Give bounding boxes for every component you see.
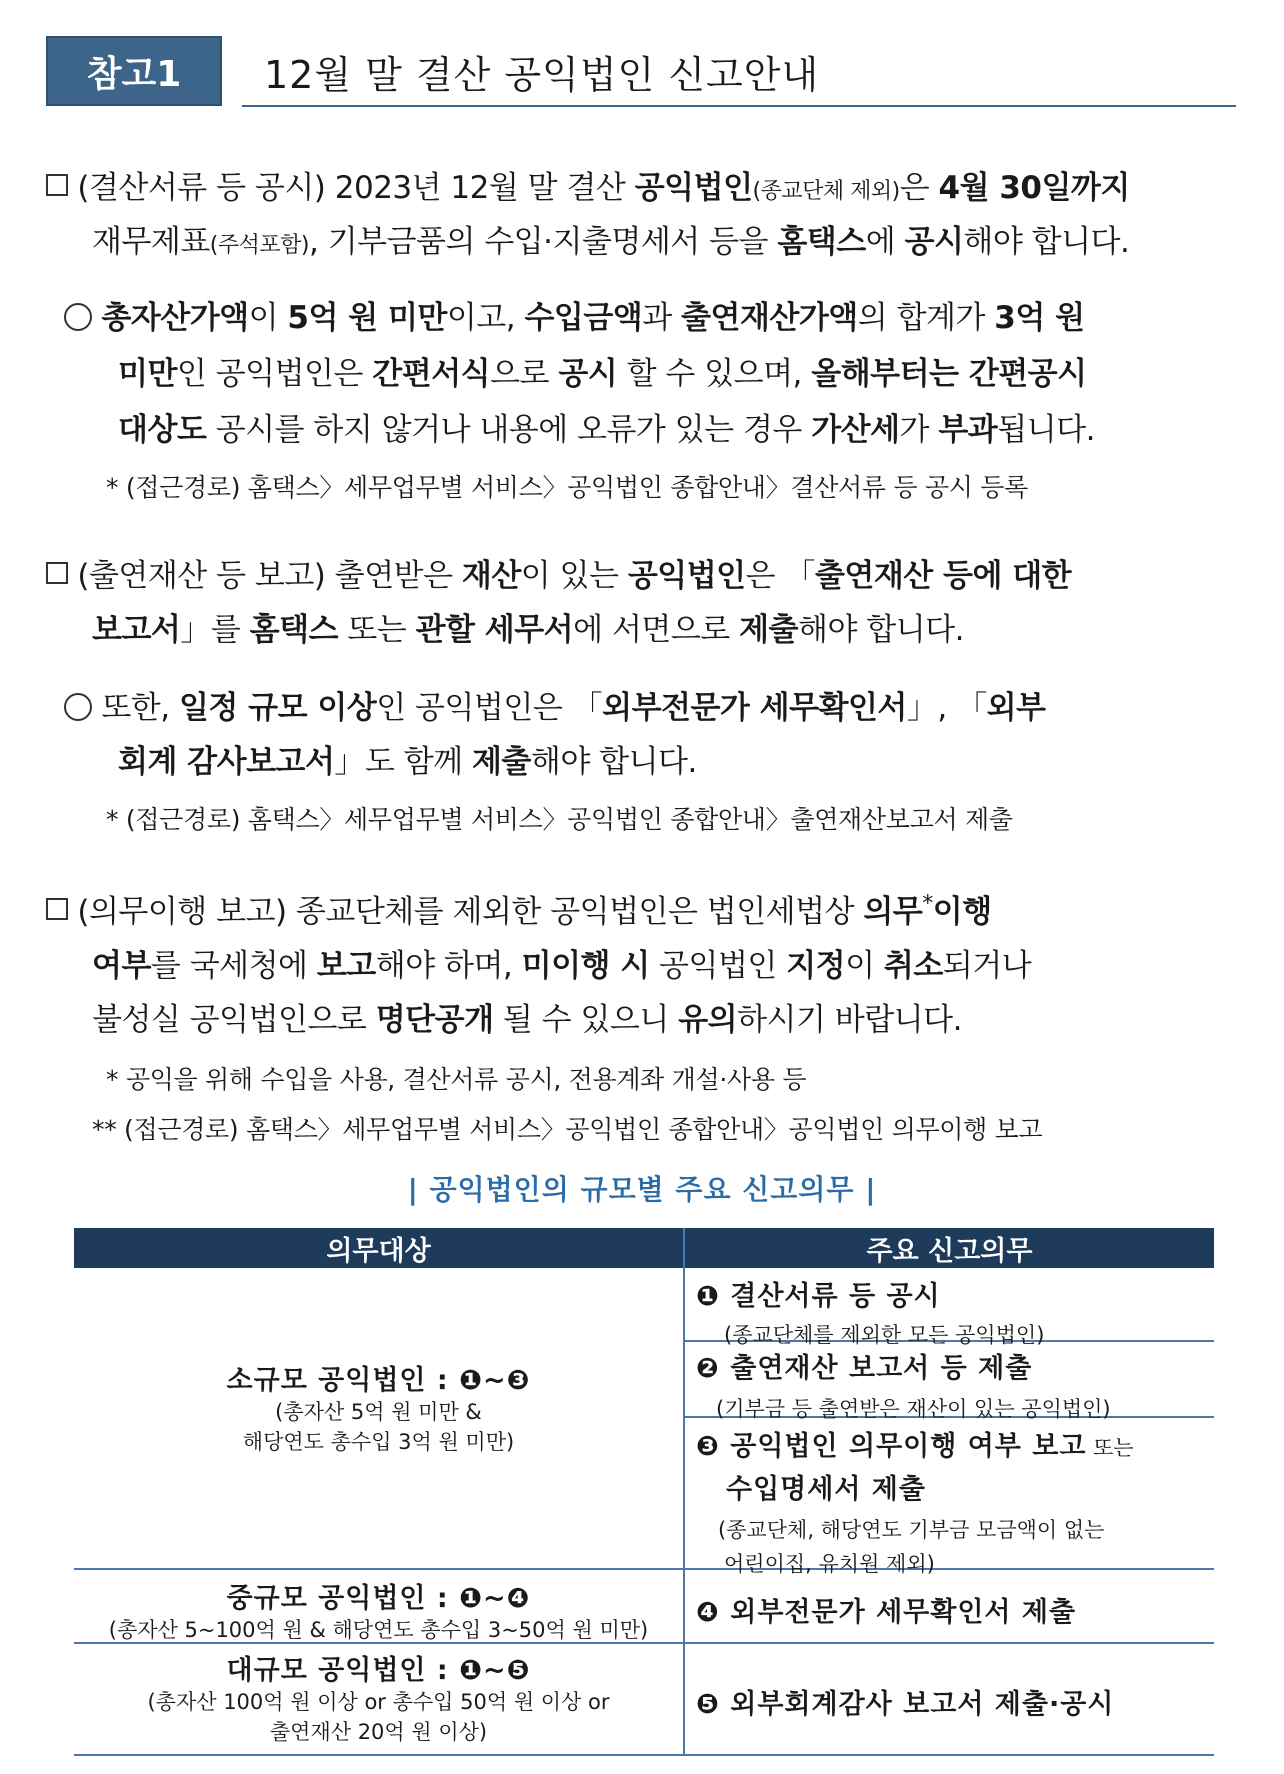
text: 」도 함께 bbox=[334, 744, 472, 780]
small-org-criteria: 해당연도 총수입 3억 원 미만) bbox=[242, 1430, 515, 1454]
medium-org-criteria: (총자산 5~100억 원 & 해당연도 총수입 3~50억 원 미만) bbox=[108, 1618, 649, 1642]
text: 해야 하며, bbox=[375, 948, 522, 984]
text: 과 bbox=[642, 300, 682, 336]
sec1-sub-line3 bbox=[118, 404, 1095, 449]
text: 공시 bbox=[904, 224, 964, 260]
text: 의 합계가 bbox=[857, 300, 995, 336]
large-org-criteria: (총자산 100억 원 이상 or 총수입 50억 원 이상 or bbox=[147, 1690, 610, 1714]
text: 공시 bbox=[558, 356, 618, 392]
text: 에 서면으로 bbox=[573, 612, 740, 648]
text: 또한, bbox=[101, 690, 179, 726]
sec2-line2 bbox=[92, 604, 964, 649]
text: 5억 원 미만 bbox=[287, 300, 447, 336]
text: 를 국세청에 bbox=[150, 948, 317, 984]
sec1-sub-line1 bbox=[64, 292, 1085, 337]
small-org-cell bbox=[74, 1358, 683, 1457]
text: 이 bbox=[845, 948, 884, 984]
text: 됩니다. bbox=[997, 412, 1095, 448]
duty2-title: ❷ 출연재산 보고서 등 제출 bbox=[696, 1353, 1033, 1384]
text: 해야 합니다. bbox=[530, 744, 697, 780]
text: 」, 「 bbox=[906, 690, 987, 726]
sec2-access-path-note: * (접근경로) 홈택스〉세무업무별 서비스〉공익법인 종합안내〉출연재산보고서 제출 bbox=[106, 805, 1013, 834]
checkbox-square-icon bbox=[46, 898, 68, 920]
text: 일정 규모 이상 bbox=[178, 690, 377, 726]
text: 여부 bbox=[92, 948, 151, 984]
text: 으로 bbox=[490, 356, 559, 392]
circle-bullet-icon bbox=[64, 693, 92, 721]
sec1-line1 bbox=[46, 162, 1130, 207]
sec1-sub-line2 bbox=[118, 348, 1087, 393]
sec2-line1 bbox=[46, 550, 1071, 595]
duty5-cell bbox=[696, 1682, 1114, 1721]
text: 될 수 있으니 bbox=[493, 1002, 679, 1038]
text: 간편서식 bbox=[372, 356, 491, 392]
obligations-table bbox=[74, 1228, 1214, 1756]
text: 출연받은 bbox=[325, 558, 462, 594]
text: 2023년 12월 말 결산 bbox=[325, 170, 635, 206]
text: 에 bbox=[865, 224, 905, 260]
text: 재산 bbox=[461, 558, 521, 594]
text: (주석포함) bbox=[209, 233, 309, 258]
small-org-criteria: (총자산 5억 원 미만 & bbox=[275, 1400, 482, 1424]
duty3-exception: 어린이집, 유치원 제외) bbox=[724, 1552, 935, 1576]
text: 이행 bbox=[932, 894, 992, 930]
medium-org-cell bbox=[74, 1576, 683, 1645]
text: 해야 합니다. bbox=[963, 224, 1130, 260]
duty3-exception: (종교단체, 해당연도 기부금 모금액이 없는 bbox=[718, 1518, 1105, 1542]
sec3-line2 bbox=[92, 940, 1031, 985]
text: 지정 bbox=[786, 948, 846, 984]
sec1-heading: (결산서류 등 공시) bbox=[77, 170, 326, 206]
duty1-scope: (종교단체를 제외한 모든 공익법인) bbox=[724, 1323, 1045, 1347]
text: (종교단체 제외) bbox=[752, 179, 900, 204]
text: 외부전문가 세무확인서 bbox=[602, 690, 907, 726]
sec3-line3 bbox=[92, 994, 962, 1039]
text: 보고서 bbox=[92, 612, 181, 648]
text: 출연재산가액 bbox=[681, 300, 858, 336]
text: 회계 감사보고서 bbox=[118, 744, 335, 780]
duty1-title: ❶ 결산서류 등 공시 bbox=[696, 1281, 941, 1312]
column-header-duties: 주요 신고의무 bbox=[685, 1228, 1214, 1268]
text: 」를 bbox=[180, 612, 250, 648]
text: 은 bbox=[899, 170, 939, 206]
text: 인 공익법인은 bbox=[176, 356, 373, 392]
text: 공익법인 bbox=[649, 948, 787, 984]
checkbox-square-icon bbox=[46, 562, 68, 584]
text: 공익법인 bbox=[627, 558, 746, 594]
duty3-title-line2: 수입명세서 제출 bbox=[726, 1474, 926, 1505]
medium-org-title: 중규모 공익법인 : ❶~❹ bbox=[226, 1583, 531, 1614]
sec3-line1 bbox=[46, 886, 992, 931]
text: 수입금액 bbox=[524, 300, 643, 336]
text: 종교단체를 제외한 공익법인은 법인세법상 bbox=[286, 894, 864, 930]
duty1-cell bbox=[696, 1274, 1044, 1349]
duty2-cell bbox=[696, 1346, 1111, 1423]
text: 가 bbox=[899, 412, 939, 448]
text: 외부 bbox=[986, 690, 1046, 726]
sec3-heading: (의무이행 보고) bbox=[77, 894, 287, 930]
sec3-footnote: * 공익을 위해 수입을 사용, 결산서류 공시, 전용계좌 개설·사용 등 bbox=[106, 1065, 807, 1094]
duty3-cell bbox=[696, 1424, 1134, 1578]
large-org-cell bbox=[74, 1648, 683, 1747]
sec2-sub-line2 bbox=[118, 736, 697, 781]
text: 할 수 있으며, bbox=[617, 356, 812, 392]
footnote-marker: * bbox=[922, 891, 933, 917]
large-org-title: 대규모 공익법인 : ❶~❺ bbox=[226, 1655, 531, 1686]
page-title: 12월 말 결산 공익법인 신고안내 bbox=[264, 53, 820, 97]
text: 3억 원 bbox=[994, 300, 1085, 336]
text: 명단공개 bbox=[375, 1002, 494, 1038]
text: 4월 30일까지 bbox=[938, 170, 1130, 206]
small-org-title: 소규모 공익법인 : ❶~❸ bbox=[226, 1365, 531, 1396]
text: 또는 bbox=[338, 612, 416, 648]
duty3-or: 또는 bbox=[1086, 1436, 1134, 1460]
duty3-title: ❸ 공익법인 의무이행 여부 보고 bbox=[696, 1431, 1087, 1462]
reference-badge: 참고1 bbox=[46, 36, 222, 106]
text: 홈택스 bbox=[249, 612, 338, 648]
text: 이고, bbox=[446, 300, 525, 336]
text: 의무 bbox=[863, 894, 923, 930]
sec2-sub-line1 bbox=[64, 682, 1046, 727]
text: 은 「 bbox=[745, 558, 815, 594]
text: 해야 합니다. bbox=[798, 612, 964, 648]
text: 하시기 바랍니다. bbox=[737, 1002, 962, 1038]
sec2-heading: (출연재산 등 보고) bbox=[77, 558, 326, 594]
text: 재무제표 bbox=[92, 224, 210, 260]
duty4-cell bbox=[696, 1590, 1076, 1629]
text: 제출 bbox=[471, 744, 531, 780]
text: 가산세 bbox=[811, 412, 900, 448]
duty5-title: ❺ 외부회계감사 보고서 제출·공시 bbox=[696, 1689, 1115, 1720]
text: 제출 bbox=[739, 612, 798, 648]
text: 부과 bbox=[938, 412, 998, 448]
large-org-criteria: 출연재산 20억 원 이상) bbox=[269, 1720, 488, 1744]
sec1-line2 bbox=[92, 216, 1129, 261]
title-underline bbox=[242, 105, 1236, 107]
text: 관할 세무서 bbox=[415, 612, 574, 648]
circle-bullet-icon bbox=[64, 303, 92, 331]
text: 공시를 하지 않거나 내용에 오류가 있는 경우 bbox=[206, 412, 812, 448]
duty4-title: ❹ 외부전문가 세무확인서 제출 bbox=[696, 1597, 1077, 1628]
text: 되거나 bbox=[942, 948, 1032, 984]
header bbox=[46, 36, 1236, 108]
column-header-target: 의무대상 bbox=[74, 1228, 683, 1268]
text: 미이행 시 bbox=[521, 948, 650, 984]
text: , 기부금품의 수입·지출명세서 등을 bbox=[308, 224, 778, 260]
text: 취소 bbox=[883, 948, 943, 984]
text: 홈택스 bbox=[777, 224, 866, 260]
text: 보고 bbox=[316, 948, 376, 984]
text: 이 있는 bbox=[520, 558, 628, 594]
text: 불성실 공익법인으로 bbox=[92, 1002, 376, 1038]
text: 올해부터는 간편공시 bbox=[811, 356, 1087, 392]
text: 이 bbox=[248, 300, 288, 336]
text: 대상도 bbox=[118, 412, 207, 448]
text: 공익법인 bbox=[634, 170, 753, 206]
text: 미만 bbox=[118, 356, 177, 392]
sec3-access-path-note: ** (접근경로) 홈택스〉세무업무별 서비스〉공익법인 종합안내〉공익법인 의무이행 보고 bbox=[92, 1115, 1043, 1144]
column-divider bbox=[683, 1228, 685, 1756]
table-bottom-border bbox=[74, 1754, 1214, 1756]
text: 총자산가액 bbox=[101, 300, 249, 336]
text: 출연재산 등에 대한 bbox=[814, 558, 1072, 594]
checkbox-square-icon bbox=[46, 174, 68, 196]
table-caption: | 공익법인의 규모별 주요 신고의무 | bbox=[407, 1173, 877, 1206]
text: 인 공익법인은 「 bbox=[376, 690, 603, 726]
text: 유의 bbox=[678, 1002, 738, 1038]
duty2-scope: (기부금 등 출연받은 재산이 있는 공익법인) bbox=[716, 1397, 1111, 1421]
sec1-access-path-note: * (접근경로) 홈택스〉세무업무별 서비스〉공익법인 종합안내〉결산서류 등 공시 등록 bbox=[106, 473, 1028, 502]
